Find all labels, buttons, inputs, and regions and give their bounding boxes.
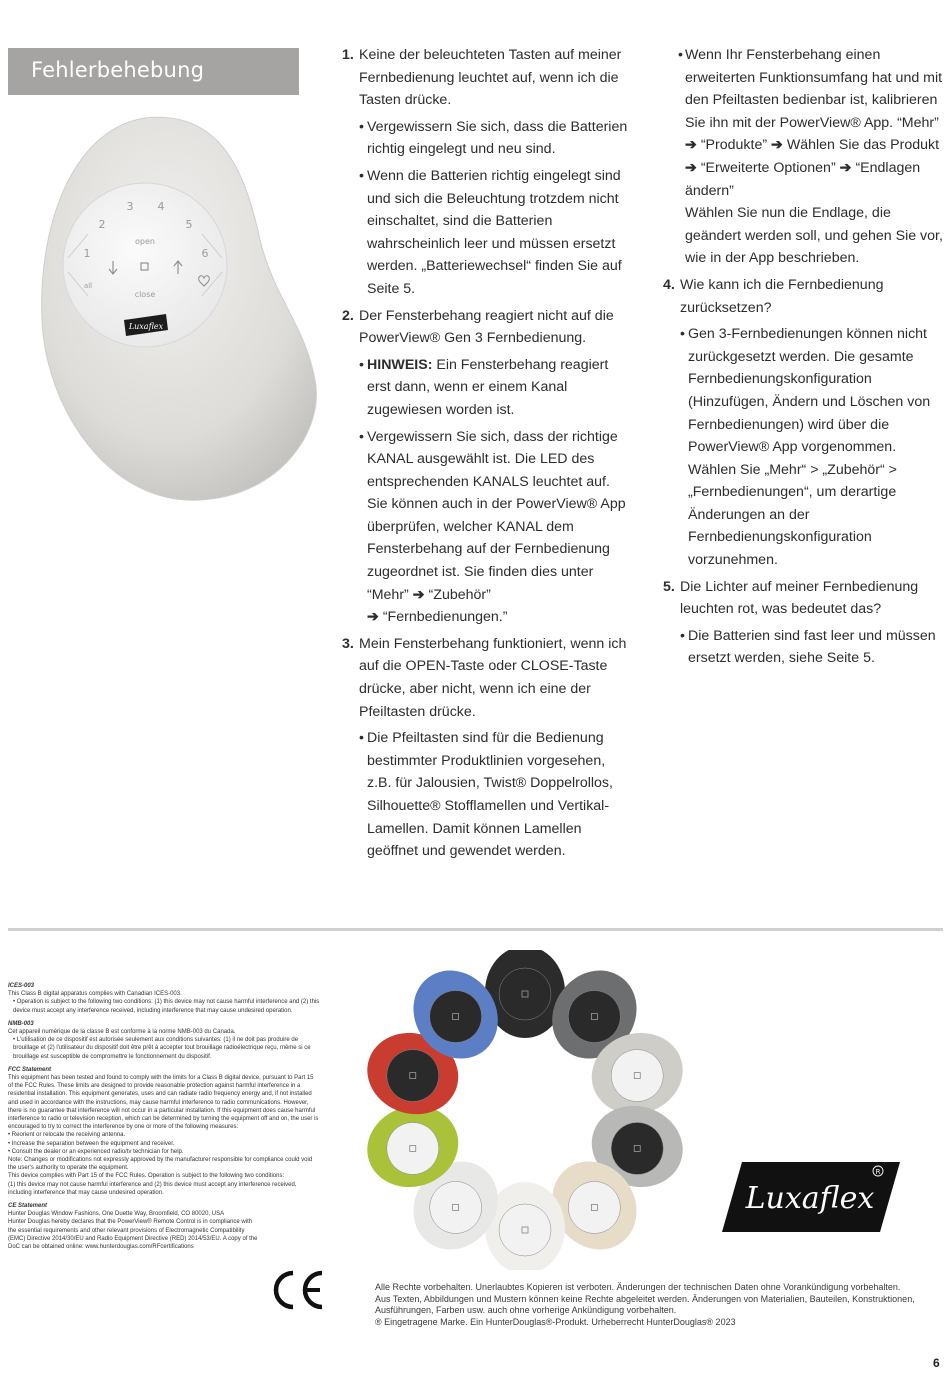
bullet-glyph: •: [678, 47, 683, 63]
question-text: Keine der beleuchteten Tasten auf meiner Fernbedienung leuchtet auf, wenn ich die Tasten drücke.: [359, 47, 622, 109]
question-2: [340, 305, 630, 350]
question-5: [661, 576, 946, 621]
svg-text:R: R: [875, 1168, 881, 1176]
channel-6-label: 6: [201, 247, 209, 260]
arrow-icon: ➔: [771, 137, 783, 154]
bullet-glyph: •: [359, 118, 364, 135]
answer-text: Wenn die Batterien richtig eingelegt sind und sich die Beleuchtung trotzdem nicht einschaltet, sind die Batterien wahrscheinlich leer und müssen ersetzt werden. „Batteriewechsel“ finden Sie auf Seite 5.: [367, 167, 622, 297]
svg-text:Luxaflex: Luxaflex: [745, 1181, 875, 1216]
answer-text: Gen 3-Fernbedienungen können nicht zurückgesetzt werden. Die gesamte Fernbedienungskonfiguration (Hinzufügen, Ändern und Löschen von Fernbedienungen) wird über die PowerView® App vorgenommen. Wählen Sie „Mehr“ > „Zubehör“ > „Fernbedienungen“, um derartige Änderungen an der Fernbedienungskonfiguration vorzunehmen.: [688, 326, 931, 569]
answer-text: Wählen Sie nun die Endlage, die geändert werden soll, und gehen Sie vor, wie in der App beschrieben.: [685, 205, 943, 267]
answer-bullet: [661, 323, 946, 572]
question-1: [340, 44, 630, 112]
channel-2-label: 2: [98, 218, 106, 231]
ices-title: ICES-003: [8, 983, 35, 989]
regulatory-statements: [8, 982, 320, 1251]
channel-1-label: 1: [83, 247, 91, 260]
answer-bullet: [340, 116, 630, 161]
troubleshooting-column-2: [661, 44, 946, 674]
section-title-bar: [8, 48, 299, 95]
answer-bullet: [340, 165, 630, 301]
svg-text:CE: CE: [266, 1269, 268, 1270]
legal-text: • L'utilisation de ce dispositif est autorisée seulement aux conditions suivantes: (1) il ne doit pas produire de brouillage et (2) l'utilisateur du dispositif doit être prêt à accepter tout brouillage radioélectrique reçu, même si ce brouillage est susceptible de compromettre le fonctionnement du dispositif.: [13, 1037, 311, 1060]
question-4: [661, 274, 946, 319]
note-bullet: [340, 354, 630, 422]
ce-title: CE Statement: [8, 1203, 48, 1210]
copyright-footer: [375, 1282, 915, 1328]
legal-text: This equipment has been tested and found to comply with the limits for a Class B digital device, pursuant to Part 15 of the FCC Rules. These limits are designed to provide reasonable protection against harmful interference in a residential installation. This equipment generates, uses and can radiate radio frequency energy and, if not installed and used in accordance with the instructions, may cause harmful interference to radio communications. However, there is no guarantee that interference will not occur in a particular installation. If this equipment does cause harmful interference to radio or television reception, which can be determined by turning the equipment off and on, the user is encouraged to try to correct the interference by one or more of the following measures:: [8, 1075, 319, 1131]
answer-text: “Produkte”: [696, 137, 772, 154]
bullet-glyph: •: [359, 356, 364, 373]
nmb-title: NMB-003: [8, 1020, 34, 1027]
question-text: Die Lichter auf meiner Fernbedienung leuchten rot, was bedeutet das?: [680, 578, 919, 618]
legal-text: • Reorient or relocate the receiving antenna.: [8, 1132, 126, 1139]
troubleshooting-column-1: [340, 44, 630, 867]
fcc-title: FCC Statement: [8, 1066, 52, 1073]
channel-5-label: 5: [185, 218, 193, 231]
footer-disclaimer: Alle Rechte vorbehalten. Unerlaubtes Kopieren ist verboten. Änderungen der technischen Daten ohne Vorankündigung vorbehalten. Aus Texten, Abbildungen und Mustern können keine Rechte abgeleitet werden. Änderungen von Materialien, Bauteilen, Konstruktionen, Ausführungen, Farben usw. auch ohne vorherige Ankündigung vorbehalten.: [375, 1282, 915, 1316]
answer-bullet: [661, 44, 946, 270]
bullet-glyph: •: [359, 730, 364, 747]
svg-text:Luxaflex: Luxaflex: [128, 322, 164, 331]
answer-text: Vergewissern Sie sich, dass der richtige KANAL ausgewählt ist. Die LED des entsprechenden KANALS leuchtet auf. Sie können auch in der PowerView® App überprüfen, welcher KANAL dem Fensterbehang auf der Fernbedienung zugeordnet ist. Sie finden dies unter “Mehr”: [367, 428, 626, 603]
legal-text: Hunter Douglas hereby declares that the PowerView® Remote Control is in compliance with the essential requirements and other relevant provisions of Electromagnetic Compatibility (EMC) Directive 2014/30/EU and Radio Equipment Directive (RED) 2014/53/EU. A copy of the DoC can be obtained online: www.hunterdouglas.com/RFcertifications: [8, 1219, 258, 1251]
page-number: 6: [933, 1356, 940, 1370]
legal-text: • Increase the separation between the equipment and receiver.: [8, 1140, 175, 1147]
bullet-glyph: •: [680, 326, 685, 343]
bullet-glyph: •: [680, 627, 685, 644]
question-number: 1.: [342, 47, 354, 63]
ce-mark-icon: [266, 1269, 326, 1311]
answer-bullet: [661, 625, 946, 670]
answer-bullet: [340, 426, 630, 629]
arrow-icon: ➔: [685, 137, 697, 154]
footer-trademark: ® Eingetragene Marke. Ein HunterDouglas®-Produkt. Urheberrecht HunterDouglas® 2023: [375, 1316, 736, 1327]
answer-text: Wenn Ihr Fensterbehang einen erweiterten Funktionsumfang hat und mit den Pfeiltasten bedienbar ist, kalibrieren Sie ihn mit der PowerView® App. “Mehr”: [685, 47, 943, 131]
answer-bullet: [340, 727, 630, 863]
note-label: HINWEIS:: [367, 356, 433, 373]
legal-text: This Class B digital apparatus complies with Canadian ICES-003.: [8, 991, 182, 998]
arrow-icon: ➔: [367, 609, 379, 626]
question-number: 2.: [342, 307, 354, 324]
channel-3-label: 3: [126, 200, 134, 213]
legal-text: • Consult the dealer or an experienced radio/tv technician for help.: [8, 1148, 184, 1155]
bullet-glyph: •: [359, 428, 364, 445]
legal-text: • Operation is subject to the following two conditions: (1) this device may not cause harmful interference and (2) this device must accept any interference received, including interference that may cause undesired operation.: [13, 999, 320, 1014]
note-text: Ein Fensterbehang reagiert erst dann, wenn er einem Kanal zugewiesen worden ist.: [367, 356, 609, 418]
section-divider: [8, 928, 943, 931]
close-label: close: [134, 290, 156, 299]
luxaflex-logo: [720, 1158, 902, 1236]
answer-text: Vergewissern Sie sich, dass die Batterien richtig eingelegt und neu sind.: [367, 118, 628, 158]
answer-text: “Endlagen ändern”: [685, 159, 921, 199]
page-title: Fehlerbehebung: [31, 58, 205, 82]
legal-text: Hunter Douglas Window Fashions, One Duette Way, Broomfield, CO 80020, USA: [8, 1211, 225, 1218]
answer-text: “Fernbedienungen.”: [378, 609, 508, 626]
arrow-icon: ➔: [412, 586, 425, 603]
question-number: 5.: [663, 578, 675, 595]
answer-text: “Erweiterte Optionen”: [696, 159, 840, 176]
arrow-icon: ➔: [839, 159, 852, 176]
arrow-icon: ➔: [685, 159, 697, 176]
question-number: 4.: [663, 276, 675, 293]
bullet-glyph: •: [359, 167, 364, 184]
channel-4-label: 4: [157, 200, 165, 213]
remote-color-circle-image: [360, 950, 690, 1270]
answer-text: Die Batterien sind fast leer und müssen ersetzt werden, siehe Seite 5.: [688, 627, 936, 667]
legal-text: This device complies with Part 15 of the FCC Rules. Operation is subject to the following two conditions:: [8, 1173, 285, 1180]
question-text: Wie kann ich die Fernbedienung zurücksetzen?: [680, 276, 884, 316]
open-label: open: [135, 237, 155, 246]
question-number: 3.: [342, 635, 354, 652]
question-3: [340, 633, 630, 723]
legal-text: Cet appareil numérique de la classe B est conforme à la norme NMB-003 du Canada.: [8, 1029, 236, 1036]
answer-text: Die Pfeiltasten sind für die Bedienung bestimmter Produktlinien vorgesehen, z.B. für Jalousien, Twist® Doppelrollos, Silhouette® Stofflamellen und Vertikal-Lamellen. Damit können Lamellen geöffnet und gewendet werden.: [367, 730, 613, 860]
answer-text: Wählen Sie das Produkt: [782, 137, 940, 154]
legal-text: (1) this device may not cause harmful interference and (2) this device must accept any interference received, including interference that may cause undesired operation.: [8, 1181, 297, 1196]
answer-text: “Zubehör”: [424, 586, 491, 603]
question-text: Mein Fensterbehang funktioniert, wenn ich auf die OPEN-Taste oder CLOSE-Taste drücke, aber nicht, wenn ich eine der Pfeiltasten drücke.: [359, 635, 627, 720]
legal-text: Note: Changes or modifications not expressly approved by the manufacturer responsible for compliance could void the user's authority to operate the equipment.: [8, 1157, 313, 1172]
question-text: Der Fensterbehang reagiert nicht auf die PowerView® Gen 3 Fernbedienung.: [359, 307, 614, 347]
remote-illustration: [30, 110, 330, 510]
all-label: all: [83, 282, 93, 290]
